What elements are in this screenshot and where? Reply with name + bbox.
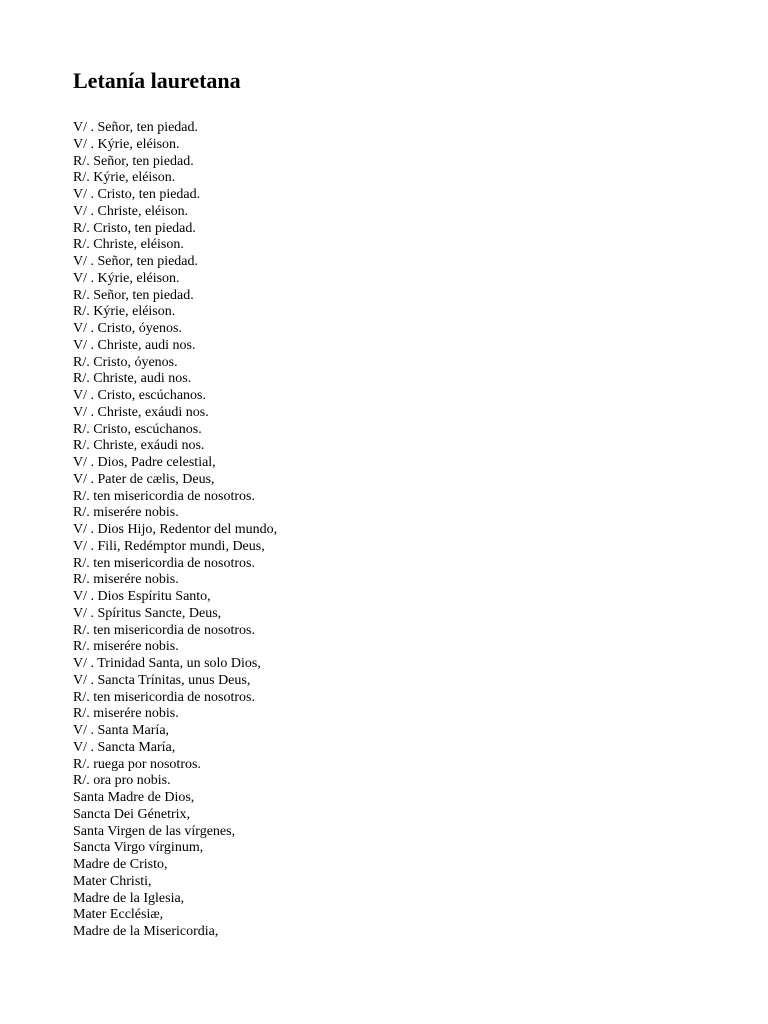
litany-line: V/ . Christe, exáudi nos. [73, 404, 209, 420]
litany-line: V/ . Pater de cælis, Deus, [73, 471, 215, 487]
document-title: Letanía lauretana [73, 68, 241, 93]
litany-line: V/ . Cristo, ten piedad. [73, 187, 201, 202]
litany-line: V/ . Spíritus Sancte, Deus, [73, 605, 222, 621]
litany-line: R/. Señor, ten piedad. [73, 287, 194, 303]
litany-line: Sancta Dei Génetrix, [73, 806, 191, 822]
litany-line: R/. miserére nobis. [73, 639, 179, 655]
litany-line: R/. miserére nobis. [73, 572, 179, 588]
litany-line: R/. ten misericordia de nosotros. [73, 689, 255, 705]
litany-line: V/ . Sancta María, [73, 739, 176, 755]
litany-line: R/. Señor, ten piedad. [73, 153, 194, 169]
litany-line: V/ . Cristo, escúchanos. [73, 388, 206, 403]
litany-line: V/ . Sancta Trínitas, unus Deus, [73, 672, 251, 688]
litany-line: V/ . Cristo, óyenos. [73, 321, 182, 336]
litany-line: R/. ten misericordia de nosotros. [73, 555, 255, 571]
litany-line: V/ . Señor, ten piedad. [73, 120, 199, 135]
litany-line: V/ . Santa María, [73, 723, 170, 738]
litany-line: Santa Virgen de las vírgenes, [73, 823, 236, 839]
litany-line: R/. Cristo, óyenos. [73, 354, 178, 370]
litany-line: V/ . Dios, Padre celestial, [73, 455, 216, 470]
litany-line: R/. Kýrie, eléison. [73, 304, 176, 320]
litany-line: Madre de la Misericordia, [73, 924, 219, 939]
litany-line: V/ . Christe, audi nos. [73, 337, 196, 353]
litany-line: R/. Christe, exáudi nos. [73, 438, 205, 454]
litany-line: Santa Madre de Dios, [73, 790, 195, 805]
litany-line: R/. Cristo, ten piedad. [73, 220, 196, 236]
litany-line: R/. Christe, eléison. [73, 237, 184, 253]
litany-line: R/. Kýrie, eléison. [73, 170, 176, 186]
litany-line: R/. ten misericordia de nosotros. [73, 488, 255, 504]
litany-line: V/ . Trinidad Santa, un solo Dios, [73, 656, 261, 671]
litany-line: V/ . Kýrie, eléison. [73, 270, 180, 286]
litany-line: V/ . Señor, ten piedad. [73, 254, 199, 269]
litany-line: V/ . Fili, Redémptor mundi, Deus, [73, 538, 265, 554]
litany-line: Mater Christi, [73, 873, 152, 889]
document-page [73, 66, 713, 941]
litany-line: R/. miserére nobis. [73, 706, 179, 722]
litany-line: V/ . Dios Hijo, Redentor del mundo, [73, 522, 278, 537]
litany-line: Madre de Cristo, [73, 857, 168, 872]
litany-line: R/. ora pro nobis. [73, 773, 171, 789]
litany-line: R/. Cristo, escúchanos. [73, 421, 202, 437]
litany-line: V/ . Dios Espíritu Santo, [73, 589, 211, 604]
litany-line: Sancta Virgo vírginum, [73, 840, 204, 856]
litany-line: R/. ten misericordia de nosotros. [73, 622, 255, 638]
litany-line: R/. ruega por nosotros. [73, 756, 201, 772]
litany-line: V/ . Kýrie, eléison. [73, 136, 180, 152]
litany-line: Madre de la Iglesia, [73, 890, 185, 906]
litany-line: Mater Ecclésiæ, [73, 907, 164, 923]
litany-lines [73, 120, 713, 941]
litany-line: R/. Christe, audi nos. [73, 371, 192, 387]
litany-line: V/ . Christe, eléison. [73, 203, 189, 219]
litany-line: R/. miserére nobis. [73, 505, 179, 521]
